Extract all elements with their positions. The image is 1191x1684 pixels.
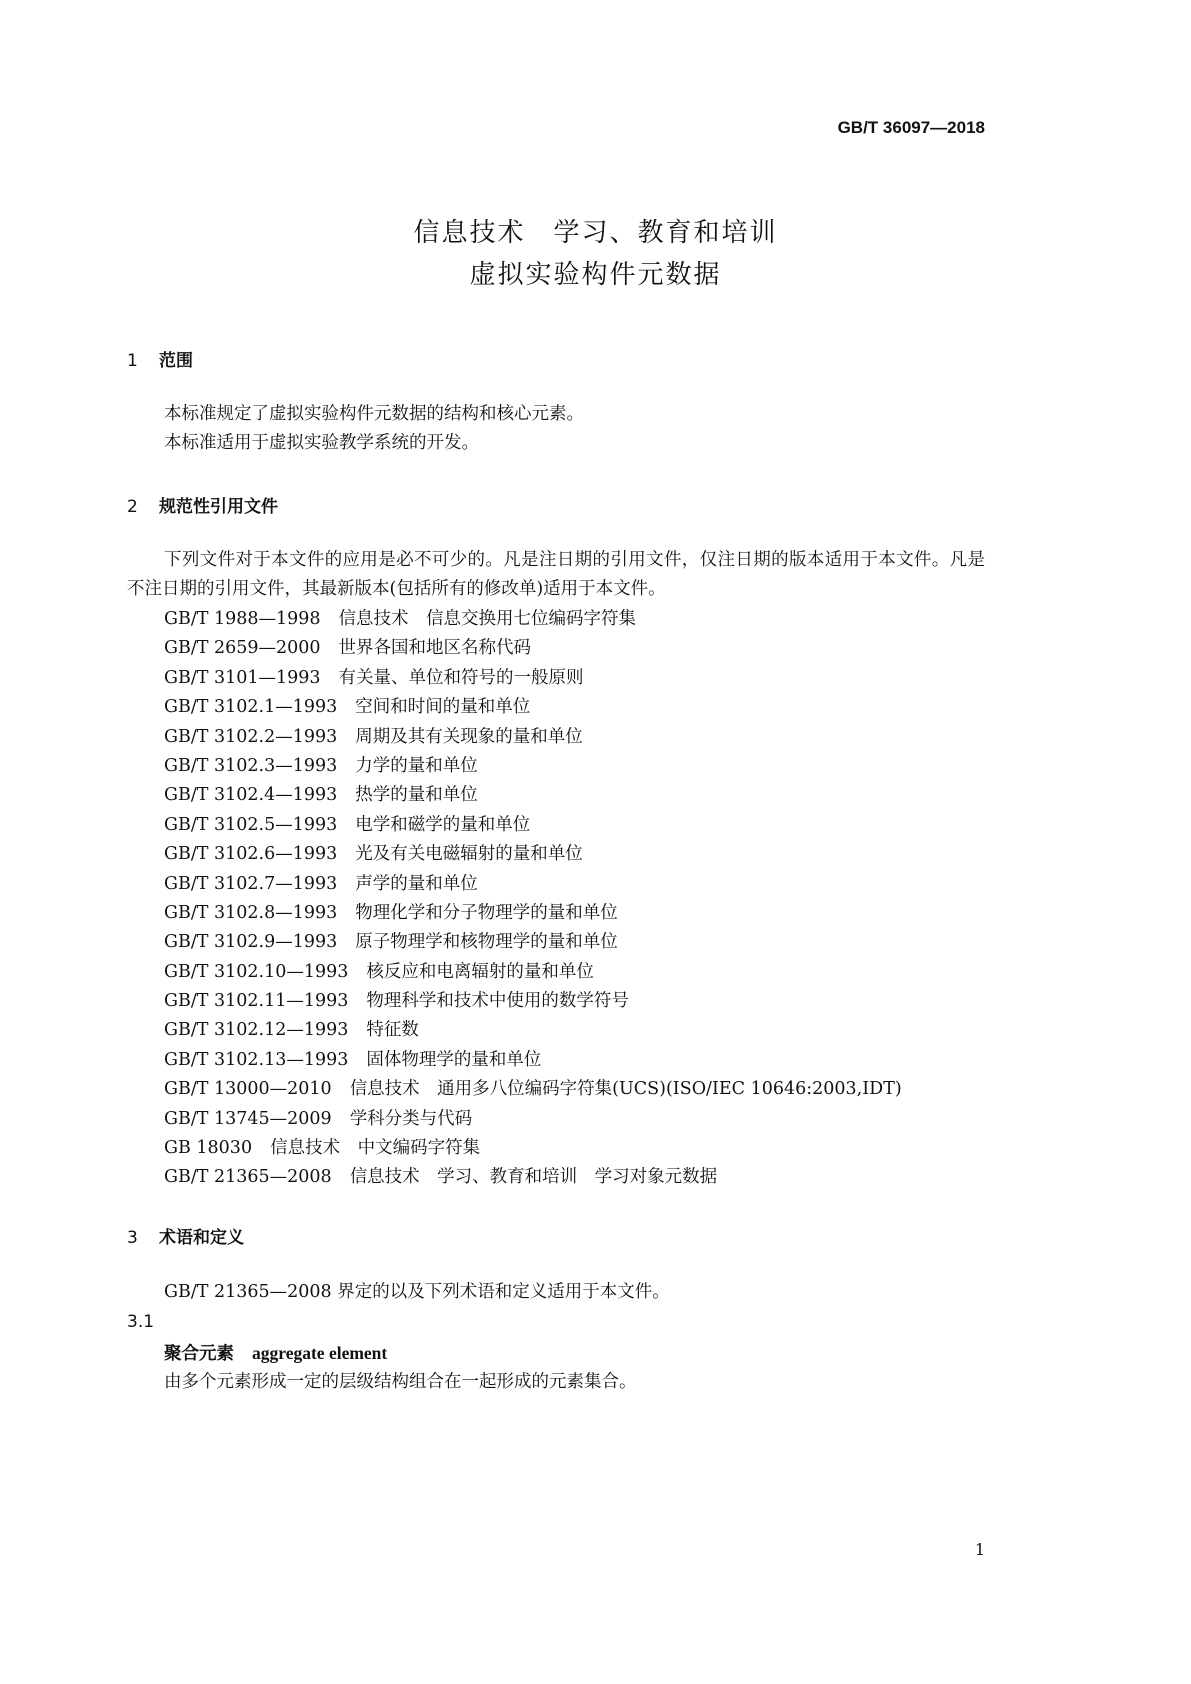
reference-title: 学科分类与代码 — [349, 1108, 473, 1129]
reference-code: GB/T 3101—1993 — [164, 667, 321, 688]
term-heading: 聚合元素 aggregate element — [164, 1343, 388, 1364]
reference-item — [164, 811, 902, 840]
reference-title: 固体物理学的量和单位 — [366, 1049, 542, 1070]
reference-title: 核反应和电离辐射的量和单位 — [366, 961, 594, 982]
reference-title: 物理化学和分子物理学的量和单位 — [355, 902, 618, 923]
reference-title: 有关量、单位和符号的一般原则 — [338, 667, 584, 688]
reference-code: GB/T 3102.12—1993 — [164, 1020, 349, 1041]
reference-title: 信息技术 中文编码字符集 — [270, 1138, 481, 1159]
reference-title: 原子物理学和核物理学的量和单位 — [355, 932, 618, 953]
document-title-line1: 信息技术 学习、教育和培训 — [413, 218, 778, 248]
reference-item — [164, 634, 902, 663]
term-definition: 由多个元素形成一定的层级结构组合在一起形成的元素集合。 — [164, 1372, 637, 1392]
reference-item — [164, 899, 902, 928]
reference-item — [164, 723, 902, 752]
reference-title: 世界各国和地区名称代码 — [338, 638, 532, 659]
page-number: 1 — [974, 1540, 985, 1559]
references-intro: 下列文件对于本文件的应用是必不可少的。凡是注日期的引用文件，仅注日期的版本适用于本文件。凡是不注日期的引用文件，其最新版本(包括所有的修改单)适用于本文件。 — [127, 550, 985, 600]
terms-intro: GB/T 21365—2008 界定的以及下列术语和定义适用于本文件。 — [164, 1282, 670, 1302]
section-heading-1: 1 范围 — [127, 351, 193, 371]
reference-item — [164, 1046, 902, 1075]
reference-code: GB 18030 — [164, 1138, 253, 1159]
reference-item — [164, 840, 902, 869]
reference-item — [164, 1134, 902, 1163]
reference-item — [164, 1105, 902, 1134]
reference-title: 声学的量和单位 — [355, 873, 478, 894]
reference-code: GB/T 3102.6—1993 — [164, 844, 338, 865]
reference-item — [164, 870, 902, 899]
reference-code: GB/T 3102.11—1993 — [164, 991, 349, 1012]
reference-item — [164, 781, 902, 810]
paragraph: 本标准规定了虚拟实验构件元数据的结构和核心元素。 — [164, 404, 584, 424]
document-title-line2: 虚拟实验构件元数据 — [469, 260, 722, 290]
reference-code: GB/T 3102.4—1993 — [164, 785, 338, 806]
standard-number: GB/T 36097—2018 — [837, 118, 985, 137]
reference-list — [164, 605, 902, 1193]
reference-item — [164, 1163, 902, 1192]
reference-title: 物理科学和技术中使用的数学符号 — [366, 991, 629, 1012]
reference-item — [164, 1075, 902, 1104]
reference-code: GB/T 3102.13—1993 — [164, 1049, 349, 1070]
reference-item — [164, 752, 902, 781]
reference-title: 周期及其有关现象的量和单位 — [355, 726, 583, 747]
reference-code: GB/T 13000—2010 — [164, 1079, 332, 1100]
paragraph: 本标准适用于虚拟实验教学系统的开发。 — [164, 433, 479, 454]
reference-title: 光及有关电磁辐射的量和单位 — [355, 844, 583, 865]
reference-code: GB/T 3102.5—1993 — [164, 814, 338, 835]
reference-code: GB/T 21365—2008 — [164, 1167, 332, 1188]
reference-item — [164, 605, 902, 634]
reference-item — [164, 987, 902, 1016]
reference-code: GB/T 13745—2009 — [164, 1108, 332, 1129]
reference-code: GB/T 3102.3—1993 — [164, 755, 338, 776]
reference-item — [164, 958, 902, 987]
reference-title: 信息技术 通用多八位编码字符集(UCS)(ISO/IEC 10646:2003,IDT) — [349, 1079, 902, 1100]
reference-code: GB/T 3102.2—1993 — [164, 726, 338, 747]
reference-item — [164, 1016, 902, 1045]
reference-code: GB/T 3102.7—1993 — [164, 873, 338, 894]
section-heading-2: 2 规范性引用文件 — [127, 497, 278, 517]
reference-code: GB/T 3102.8—1993 — [164, 902, 338, 923]
reference-code: GB/T 1988—1998 — [164, 609, 321, 629]
scope-paragraphs — [164, 400, 584, 459]
reference-title: 电学和磁学的量和单位 — [355, 814, 531, 835]
reference-title: 力学的量和单位 — [355, 755, 478, 776]
reference-code: GB/T 3102.1—1993 — [164, 697, 338, 718]
reference-title: 信息技术 信息交换用七位编码字符集 — [338, 609, 637, 629]
reference-title: 热学的量和单位 — [355, 785, 478, 806]
reference-code: GB/T 3102.10—1993 — [164, 961, 349, 982]
section-heading-3: 3 术语和定义 — [127, 1228, 244, 1248]
reference-code: GB/T 2659—2000 — [164, 638, 321, 659]
reference-title: 信息技术 学习、教育和培训 学习对象元数据 — [349, 1167, 718, 1188]
reference-title: 空间和时间的量和单位 — [355, 697, 531, 718]
reference-item — [164, 664, 902, 693]
reference-title: 特征数 — [366, 1020, 419, 1041]
term-number: 3.1 — [127, 1312, 155, 1332]
reference-item — [164, 928, 902, 957]
reference-item — [164, 693, 902, 722]
reference-code: GB/T 3102.9—1993 — [164, 932, 338, 953]
